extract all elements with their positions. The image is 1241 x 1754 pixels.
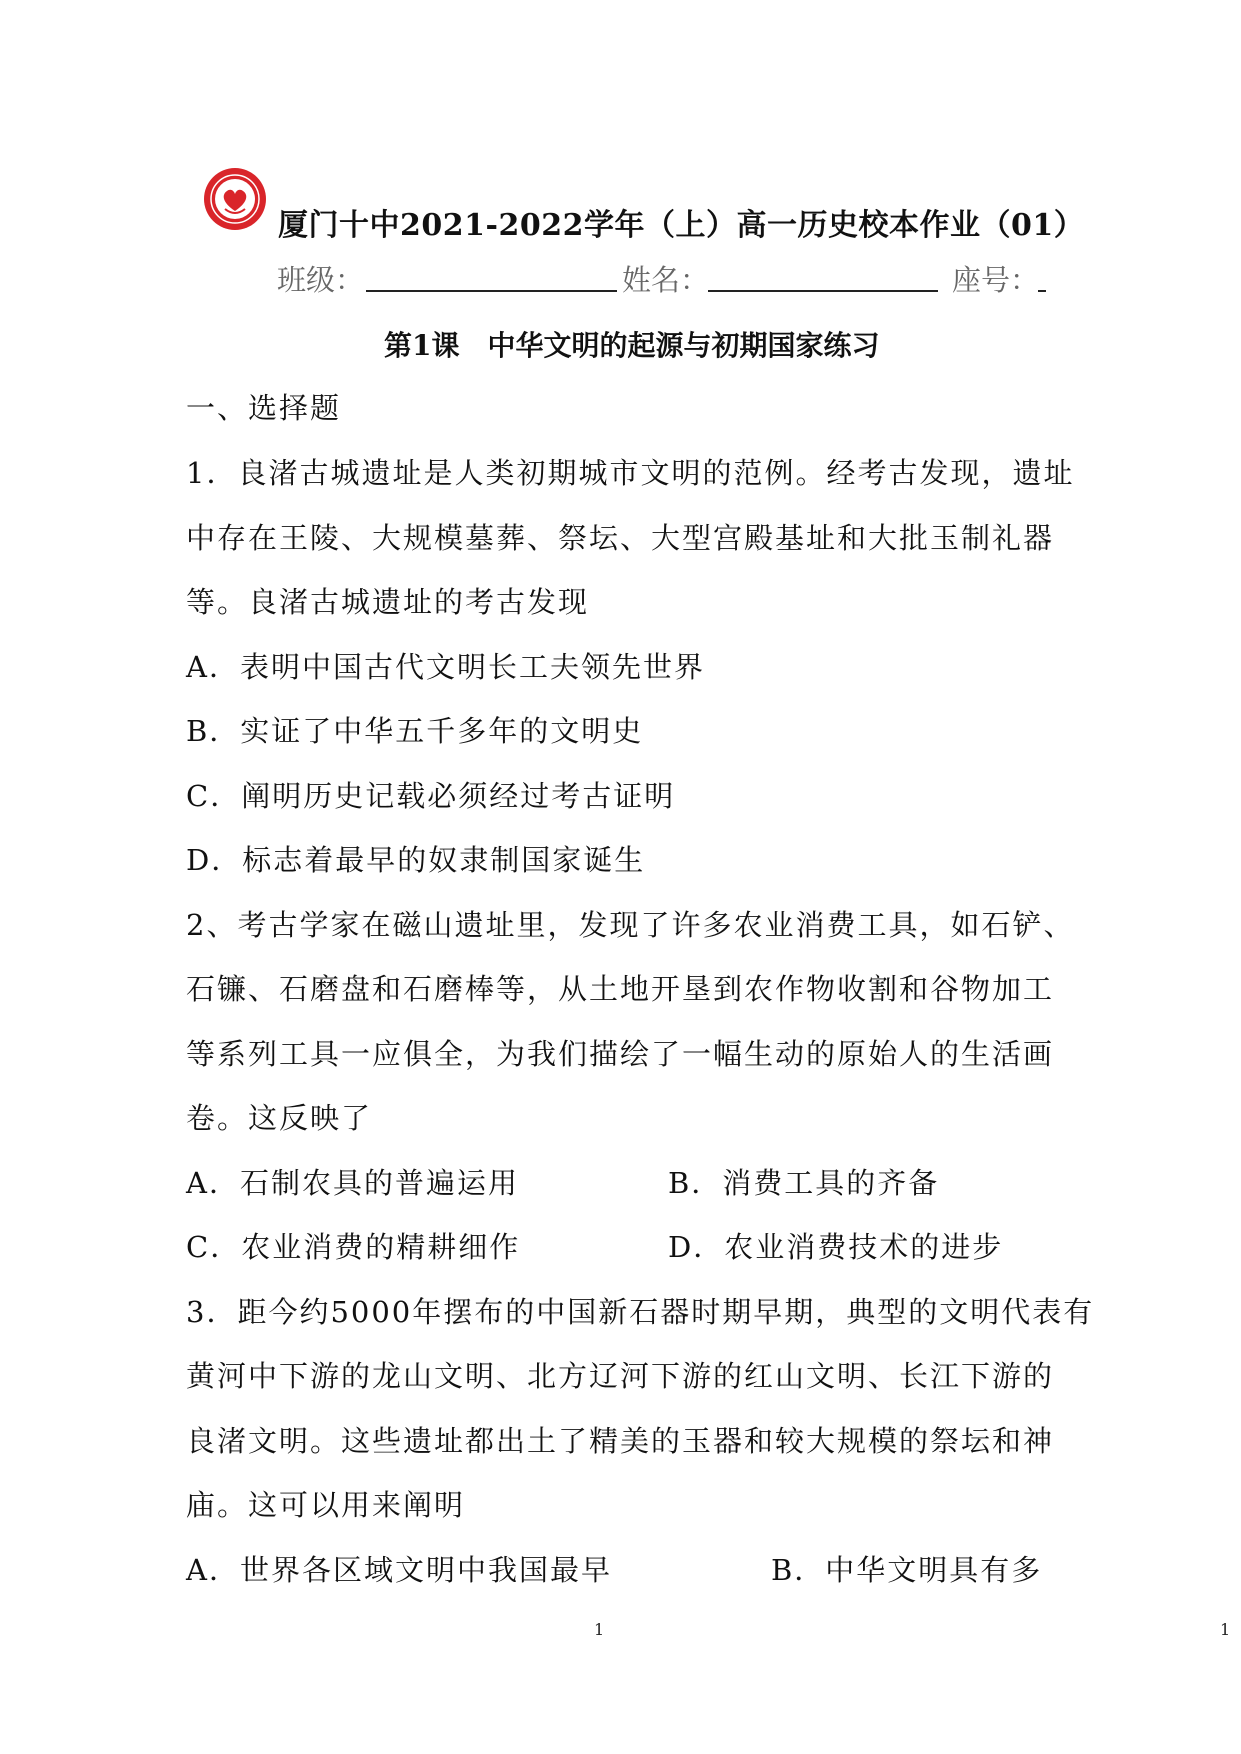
- question-2-option-a[interactable]: A．石制农具的普遍运用: [186, 1166, 519, 1200]
- question-2-line-2: 石镰、石磨盘和石磨棒等，从土地开垦到农作物收割和谷物加工: [186, 972, 1055, 1006]
- question-2-option-b[interactable]: B．消费工具的齐备: [668, 1166, 940, 1200]
- document-title: 厦门十中2021-2022学年（上）高一历史校本作业（01）: [278, 208, 1085, 243]
- question-1-option-c[interactable]: C．阐明历史记载必须经过考古证明: [186, 779, 676, 813]
- question-2-line-1: 2、考古学家在磁山遗址里，发现了许多农业消费工具，如石铲、: [186, 908, 1075, 942]
- seat-blank[interactable]: [1038, 290, 1046, 292]
- page-number-margin: 1: [1220, 1620, 1231, 1639]
- section-title: 一、选择题: [186, 391, 342, 425]
- question-1-option-b[interactable]: B．实证了中华五千多年的文明史: [186, 714, 644, 748]
- class-blank[interactable]: [366, 290, 617, 292]
- question-3-line-1: 3．距今约5000年摆布的中国新石器时期早期，典型的文明代表有: [186, 1295, 1095, 1329]
- seat-label: 座号：: [952, 263, 1040, 297]
- question-3-option-a[interactable]: A．世界各区域文明中我国最早: [186, 1553, 612, 1587]
- question-1-line-2: 中存在王陵、大规模墓葬、祭坛、大型宫殿基址和大批玉制礼器: [186, 521, 1055, 555]
- question-3-line-4: 庙。这可以用来阐明: [186, 1488, 466, 1522]
- question-2-option-c[interactable]: C．农业消费的精耕细作: [186, 1230, 521, 1264]
- question-1-line-1: 1．良渚古城遗址是人类初期城市文明的范例。经考古发现，遗址: [186, 456, 1075, 490]
- question-1-option-a[interactable]: A．表明中国古代文明长工夫领先世界: [186, 650, 705, 684]
- question-2-line-3: 等系列工具一应俱全，为我们描绘了一幅生动的原始人的生活画: [186, 1037, 1055, 1071]
- class-label: 班级：: [277, 263, 365, 297]
- school-emblem-icon: [203, 167, 267, 231]
- question-3-line-2: 黄河中下游的龙山文明、北方辽河下游的红山文明、长江下游的: [186, 1359, 1055, 1393]
- question-1-line-3: 等。良渚古城遗址的考古发现: [186, 585, 590, 619]
- page-number: 1: [594, 1620, 605, 1639]
- question-2-option-d[interactable]: D．农业消费技术的进步: [668, 1230, 1004, 1264]
- name-label: 姓名：: [622, 263, 710, 297]
- question-3-option-b[interactable]: B．中华文明具有多: [771, 1553, 1043, 1587]
- question-3-line-3: 良渚文明。这些遗址都出土了精美的玉器和较大规模的祭坛和神: [186, 1424, 1055, 1458]
- lesson-title: 第1课 中华文明的起源与初期国家练习: [384, 329, 880, 362]
- name-blank[interactable]: [708, 290, 938, 292]
- question-1-option-d[interactable]: D．标志着最早的奴隶制国家诞生: [186, 843, 646, 877]
- question-2-line-4: 卷。这反映了: [186, 1101, 373, 1135]
